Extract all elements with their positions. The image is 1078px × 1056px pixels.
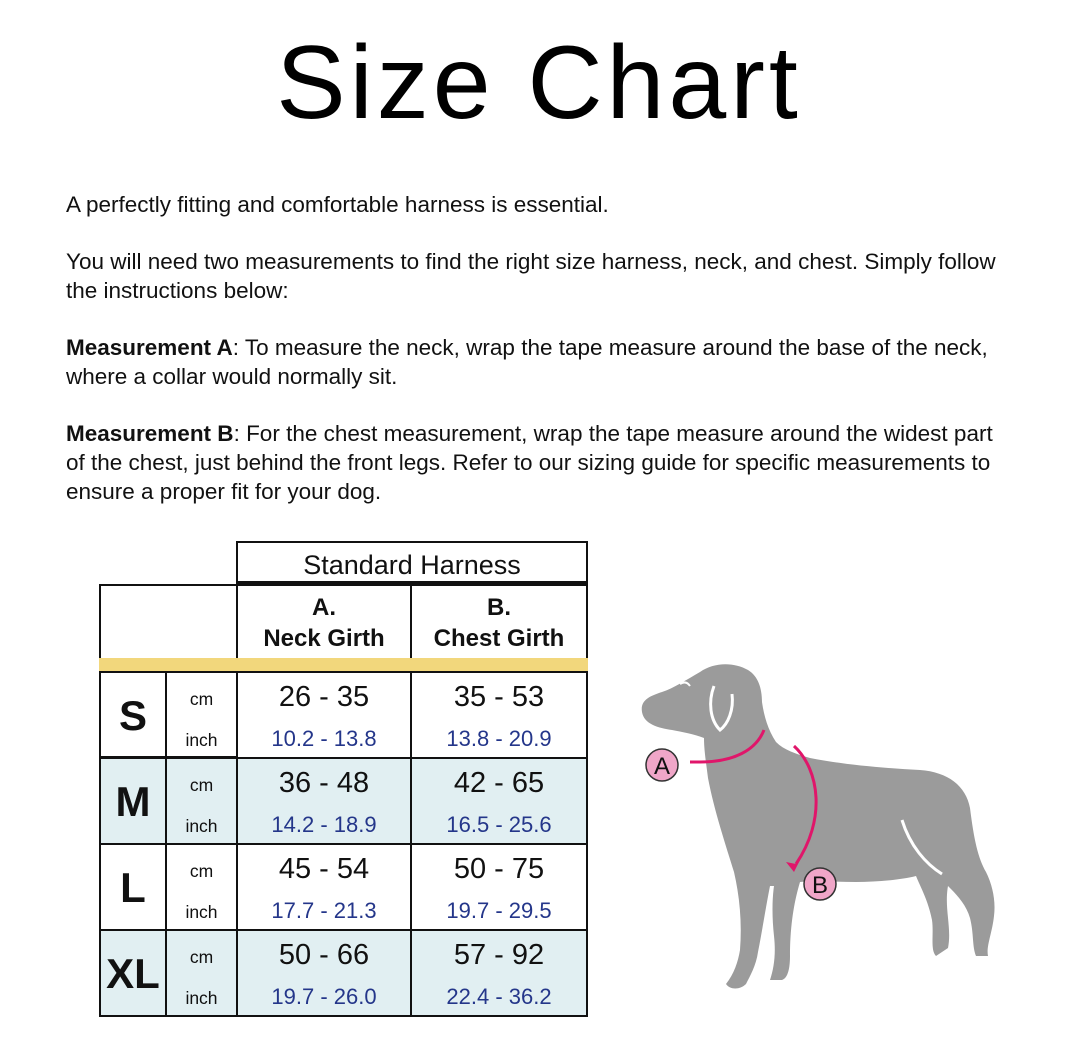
- chest-cm-value: 35 - 53: [453, 681, 545, 713]
- chest-inch-value: 22.4 - 36.2: [446, 984, 552, 1009]
- dog-diagram: [630, 650, 1010, 990]
- unit-cm-label: cm: [189, 861, 214, 881]
- measurement-a-label: Measurement A: [66, 335, 233, 360]
- neck-girth-letter: A.: [312, 594, 336, 621]
- neck-cm-value: 36 - 48: [278, 767, 370, 799]
- size-table: [99, 541, 588, 1016]
- header-accent-band: [99, 658, 588, 671]
- page-title: Size Chart: [276, 25, 802, 141]
- chest-inch-value: 16.5 - 25.6: [446, 812, 552, 837]
- unit-inch-label: inch: [185, 816, 218, 836]
- chest-girth-letter: B.: [487, 594, 511, 621]
- chest-inch-value: 19.7 - 29.5: [446, 898, 552, 923]
- intro-paragraph-2: You will need two measurements to find the right size harness, neck, and chest. Simply follow the instructions below:: [66, 249, 996, 303]
- standard-harness-header: Standard Harness: [236, 541, 588, 584]
- chest-cm-value: 50 - 75: [453, 853, 545, 885]
- neck-inch-value: 19.7 - 26.0: [271, 984, 377, 1009]
- unit-cm-label: cm: [189, 689, 214, 709]
- marker-b-label: B: [811, 872, 829, 899]
- neck-inch-value: 10.2 - 13.8: [271, 726, 377, 751]
- unit-cm-label: cm: [189, 947, 214, 967]
- neck-inch-value: 17.7 - 21.3: [271, 898, 377, 923]
- intro-paragraph-1: A perfectly fitting and comfortable harness is essential.: [66, 192, 609, 217]
- neck-girth-label: Neck Girth: [263, 625, 385, 652]
- measurement-a-text: : To measure the neck, wrap the tape measure around the base of the neck, where a collar would normally sit.: [66, 335, 988, 389]
- unit-inch-label: inch: [185, 988, 218, 1008]
- marker-a-label: A: [653, 753, 671, 780]
- size-label-xl: XL: [99, 929, 167, 1017]
- size-label-s: S: [99, 671, 167, 759]
- unit-cm-label: cm: [189, 775, 214, 795]
- unit-inch-label: inch: [185, 730, 218, 750]
- measurement-a-paragraph: [66, 333, 1016, 391]
- chest-girth-label: Chest Girth: [433, 625, 565, 652]
- dog-silhouette: [642, 664, 995, 988]
- chest-inch-value: 13.8 - 20.9: [446, 726, 552, 751]
- size-label-l: L: [99, 843, 167, 931]
- neck-inch-value: 14.2 - 18.9: [271, 812, 377, 837]
- size-label-m: M: [99, 757, 167, 845]
- chest-cm-value: 57 - 92: [453, 939, 545, 971]
- measurement-b-paragraph: [66, 419, 1016, 506]
- neck-cm-value: 26 - 35: [278, 681, 370, 713]
- unit-inch-label: inch: [185, 902, 218, 922]
- neck-cm-value: 50 - 66: [278, 939, 370, 971]
- measurement-b-label: Measurement B: [66, 421, 234, 446]
- neck-cm-value: 45 - 54: [278, 853, 370, 885]
- measurement-b-text: : For the chest measurement, wrap the tape measure around the widest part of the chest, just behind the front legs. Refer to our sizing guide for specific measurements to ensure a proper fit for your dog.: [66, 421, 993, 504]
- chest-cm-value: 42 - 65: [453, 767, 545, 799]
- intro-text: [66, 190, 1016, 534]
